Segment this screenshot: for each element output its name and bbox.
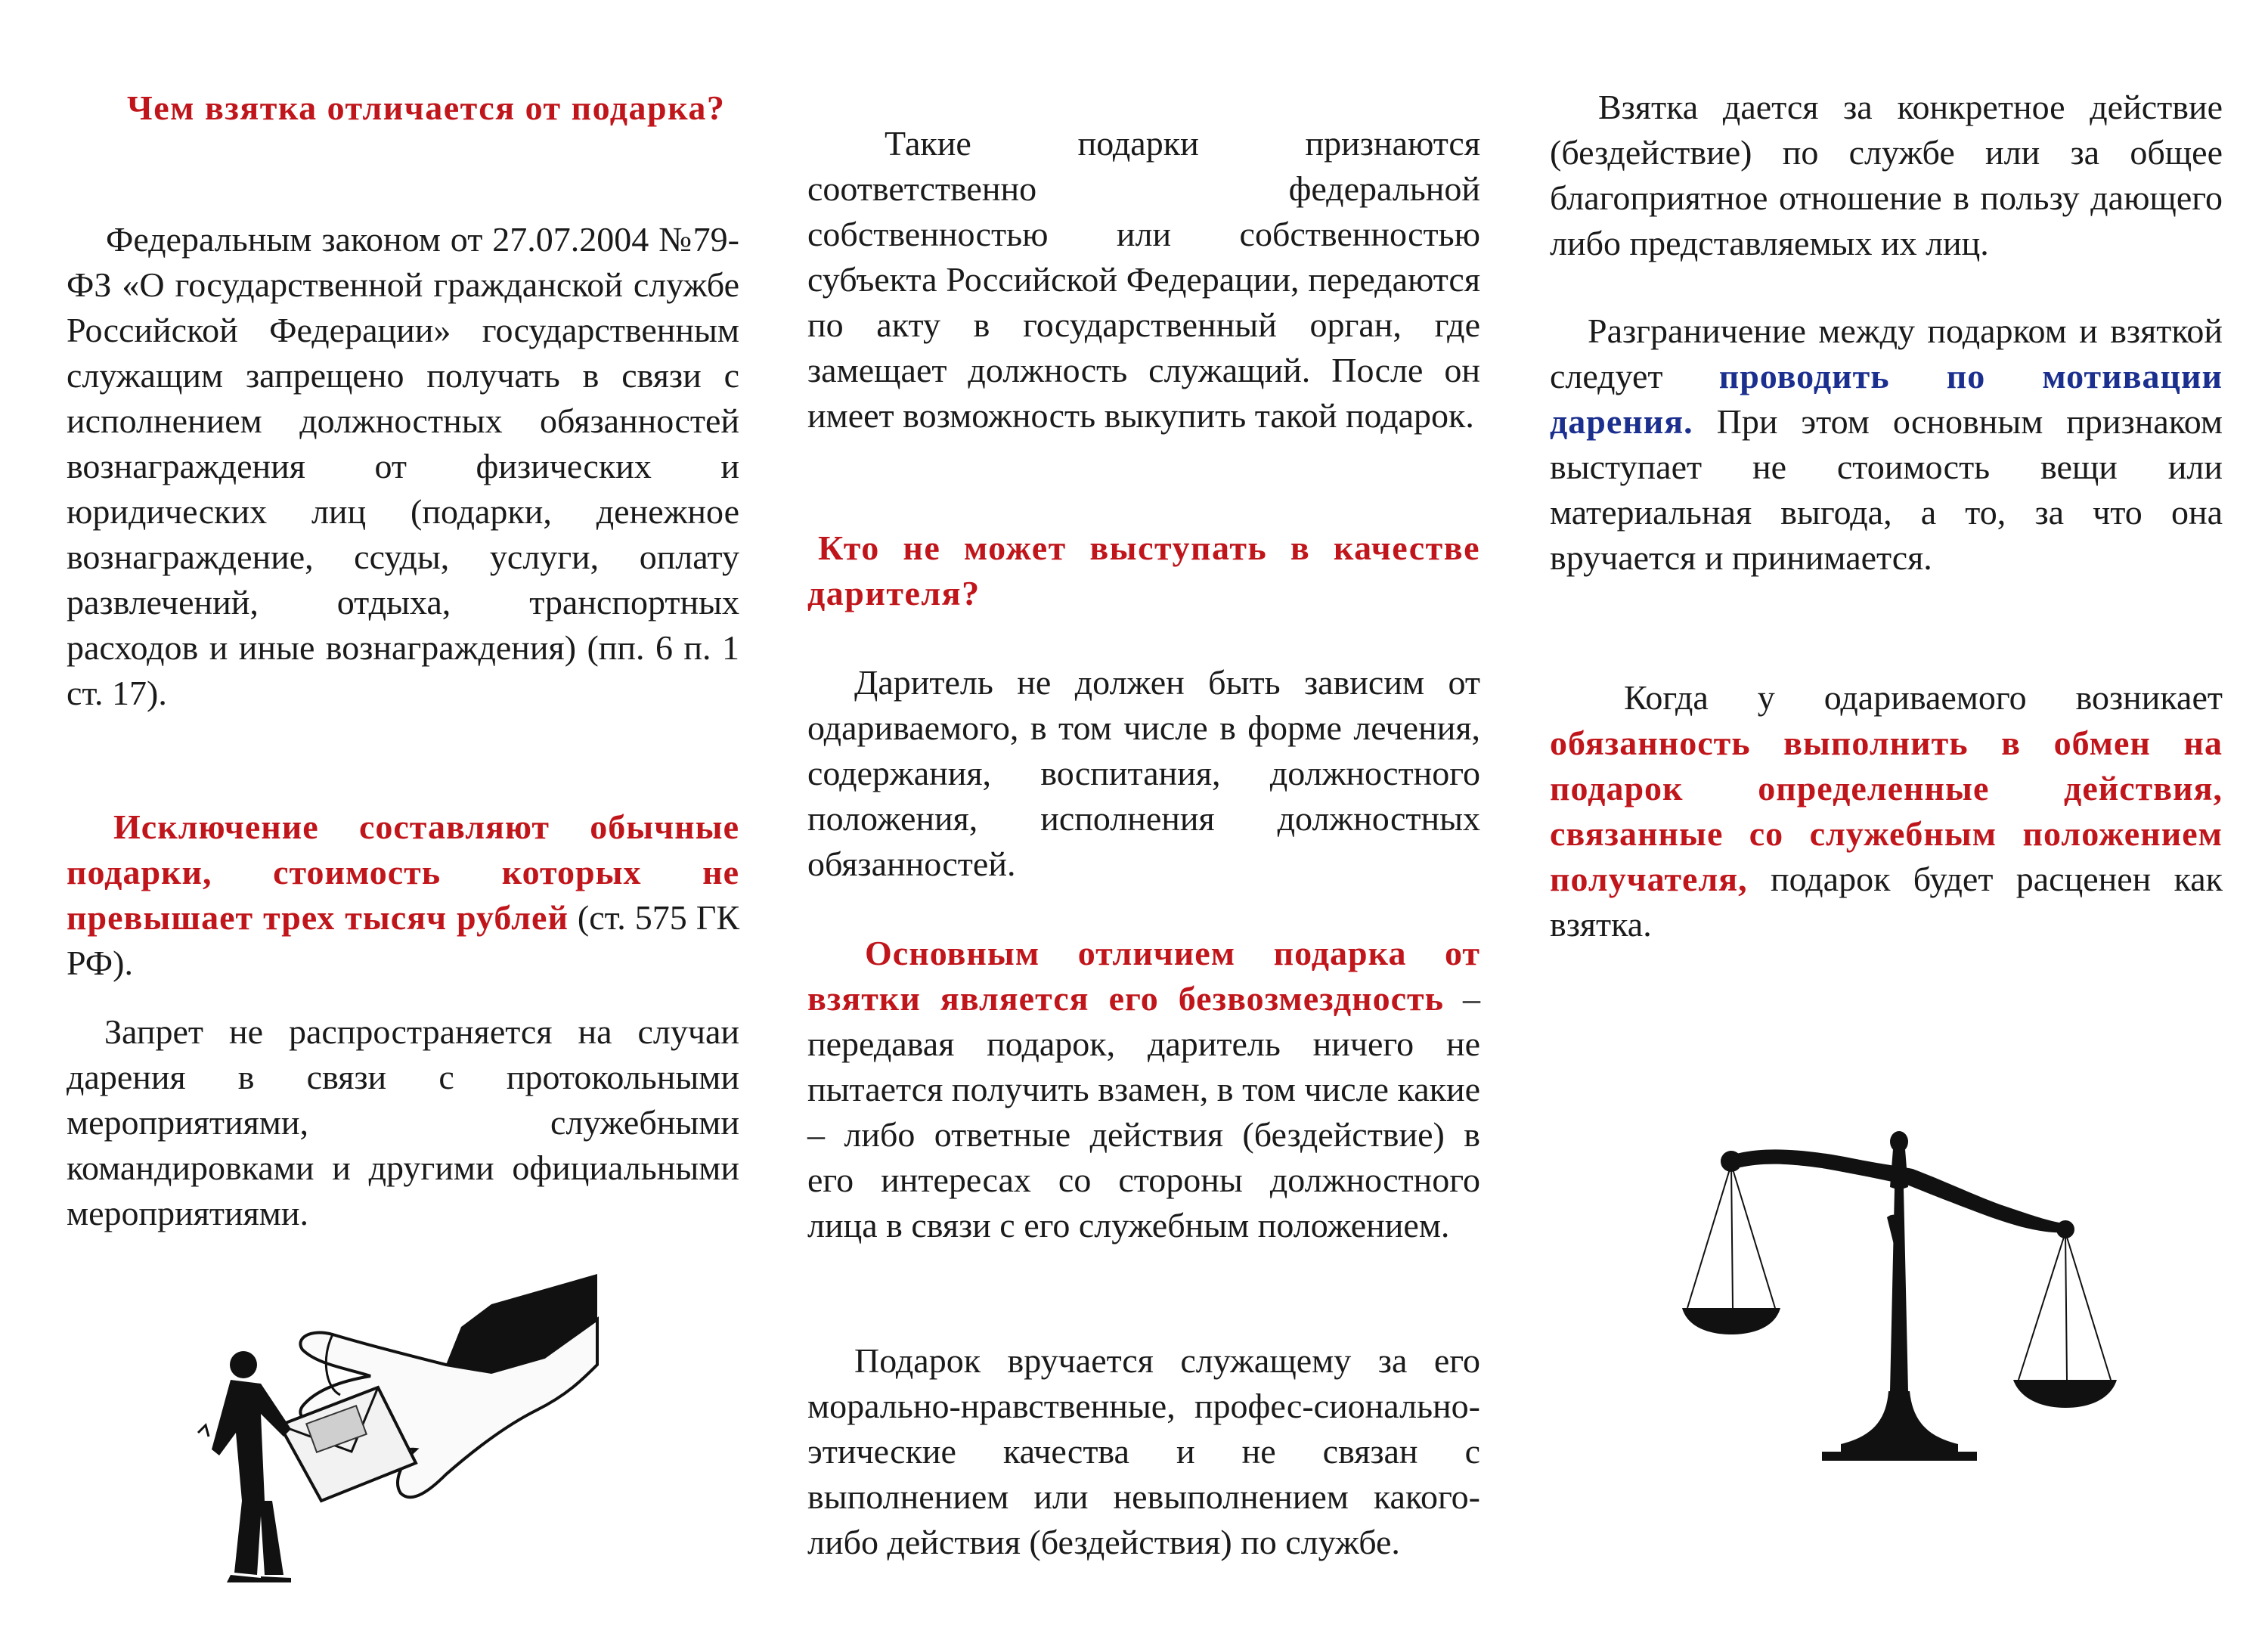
main-difference-text: – передавая подарок, даритель ничего не пытается получить взамен, в том числе какие – либо ответные действия (бездействие) в его интересах со стороны должностного лица в связи с его служебным положением. bbox=[807, 979, 1480, 1244]
bribe-definition-paragraph: Взятка дается за конкретное действие (бездействие) по службе или за общее благоприятное отношение в пользу дающего либо представляемых их лиц. bbox=[1550, 88, 2223, 262]
distinction-start: Разграничение между подарком и взяткой следует bbox=[1550, 312, 2223, 395]
main-difference-highlight: Основным отличием подарка от взятки является его безвозмездность bbox=[807, 934, 1480, 1018]
law-paragraph: Федеральным законом от 27.07.2004 №79-ФЗ «О государственной гражданской службе Российской Федерации» государственным служащим запрещено получать в связи с исполнением должностных обязанностей вознаграждения от физических и юридических лиц (подарки, денежное вознаграждение, ссуды, услуги, оплату развлечений, отдыха, транспортных расходов и иные вознаграждения) (пп. 6 п. 1 ст. 17). bbox=[67, 220, 739, 712]
exception-reference: (ст. 575 ГК РФ). bbox=[67, 898, 739, 982]
exception-paragraph bbox=[67, 804, 739, 986]
gift-given-paragraph: Подарок вручается служащему за его морально-нравственные, профес-сионально-этические качества и не связан с выполнением или невыполнением какого-либо действия (бездействия) по службе. bbox=[807, 1341, 1480, 1561]
hand-giving-envelope-icon bbox=[189, 1274, 612, 1584]
distinction-paragraph bbox=[1550, 308, 2223, 581]
distinction-end: При этом основным признаком выступает не стоимость вещи или материальная выгода, а то, за что она вручается и принимается. bbox=[1550, 402, 2223, 577]
donor-paragraph: Даритель не должен быть зависим от одариваемого, в том числе в форме лечения, содержания, воспитания, должностного положения, исполнения должностных обязанностей. bbox=[807, 663, 1480, 883]
gift-vs-bribe-title: Чем взятка отличается от подарка? bbox=[127, 88, 726, 127]
gifts-ownership-paragraph: Такие подарки признаются соответственно федеральной собственностью или собственностью субъекта Российской Федерации, передаются по акту в государственный орган, где замещает должность служащий. После он имеет возможность выкупить такой подарок. bbox=[807, 124, 1480, 435]
main-difference-paragraph bbox=[807, 931, 1480, 1248]
when-end: подарок будет расценен как взятка. bbox=[1550, 860, 2223, 944]
donor-title: Кто не может выступать в качестве дарителя? bbox=[807, 528, 1480, 612]
scales-of-justice-icon bbox=[1678, 1119, 2132, 1474]
distinction-highlight: проводить по мотивации дарения. bbox=[1550, 357, 2223, 441]
exception-highlight: Исключение составляют обычные подарки, стоимость которых не превышает трех тысяч рублей bbox=[67, 807, 739, 937]
when-bribe-paragraph bbox=[1550, 675, 2223, 947]
when-start: Когда у одариваемого возникает bbox=[1624, 678, 2223, 717]
ban-exception-paragraph: Запрет не распространяется на случаи дарения в связи с протокольными мероприятиями, служебными командировками и другими официальными мероприятиями. bbox=[67, 1012, 739, 1232]
when-highlight: обязанность выполнить в обмен на подарок определенные действия, связанные со служебным положением получателя, bbox=[1550, 724, 2223, 898]
